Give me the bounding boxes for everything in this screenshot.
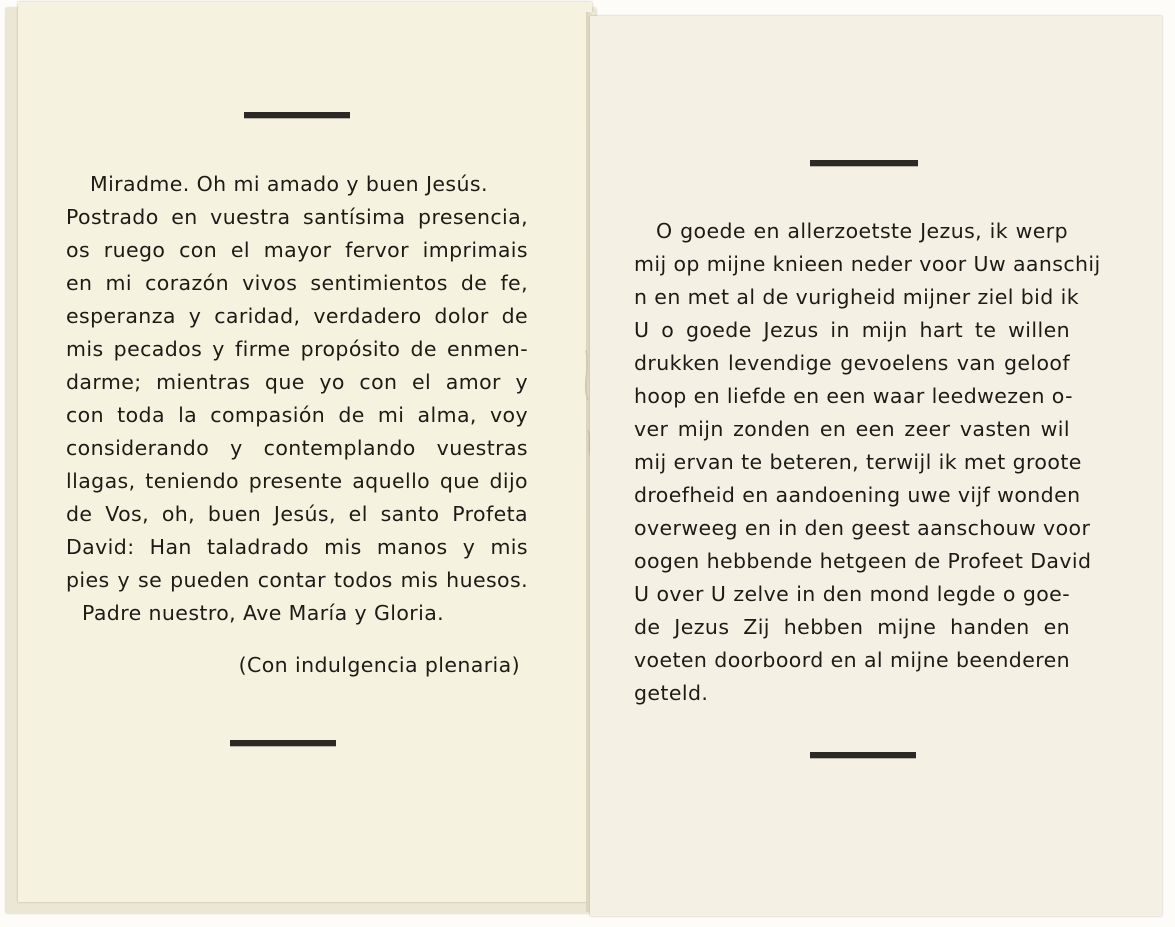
text-line: en mi corazón vivos sentimientos de fe,: [66, 271, 528, 295]
text-line: os ruego con el mayor fervor imprimais: [66, 238, 528, 262]
text-line: overweeg en in den geest aanschouw voor: [634, 516, 1091, 540]
text-line: esperanza y caridad, verdadero dolor de: [66, 304, 528, 328]
text-line: O goede en allerzoetste Jezus, ik werp: [656, 219, 1068, 243]
text-line: n en met al de vurigheid mijner ziel bid ik: [634, 285, 1079, 309]
top-ornament-rule: [244, 112, 350, 118]
text-line: droefheid en aandoening uwe vijf wonden: [634, 483, 1081, 507]
bottom-ornament-rule: [230, 740, 336, 746]
text-line: hoop en liefde en een waar leedwezen o-: [634, 384, 1073, 408]
text-line: mis pecados y firme propósito de enmen-: [66, 337, 528, 361]
spanish-page: [18, 2, 592, 902]
dutch-page: [590, 16, 1162, 916]
text-line: mij op mijne knieen neder voor Uw aanschij: [634, 252, 1101, 276]
text-line: U over U zelve in den mond legde o goe-: [634, 582, 1070, 606]
text-line: David: Han taladrado mis manos y mis: [66, 535, 528, 559]
text-line: voeten doorboord en al mijne beenderen: [634, 648, 1070, 672]
indulgence-note: (Con indulgencia plenaria): [238, 653, 520, 677]
text-line: darme; mientras que yo con el amor y: [66, 370, 528, 394]
text-line: ver mijn zonden en een zeer vasten wil: [634, 417, 1070, 441]
text-line: Padre nuestro, Ave María y Gloria.: [82, 601, 445, 625]
text-line: drukken levendige gevoelens van geloof: [634, 351, 1070, 375]
text-line: de Vos, oh, buen Jesús, el santo Profeta: [66, 502, 528, 526]
text-line: llagas, teniendo presente aquello que dijo: [66, 469, 528, 493]
text-line: con toda la compasión de mi alma, voy: [66, 403, 528, 427]
text-line: mij ervan te beteren, terwijl ik met groote: [634, 450, 1082, 474]
text-line: Postrado en vuestra santísima presencia,: [66, 205, 528, 229]
text-line: Miradme. Oh mi amado y buen Jesús.: [90, 172, 488, 196]
text-line: de Jezus Zij hebben mijne handen en: [634, 615, 1070, 639]
text-line: U o goede Jezus in mijn hart te willen: [634, 318, 1070, 342]
top-ornament-rule: [810, 160, 918, 166]
text-line: considerando y contemplando vuestras: [66, 436, 528, 460]
text-line: oogen hebbende hetgeen de Profeet David: [634, 549, 1092, 573]
bottom-ornament-rule: [810, 752, 916, 758]
text-line: geteld.: [634, 681, 709, 705]
text-line: pies y se pueden contar todos mis huesos.: [66, 568, 528, 592]
